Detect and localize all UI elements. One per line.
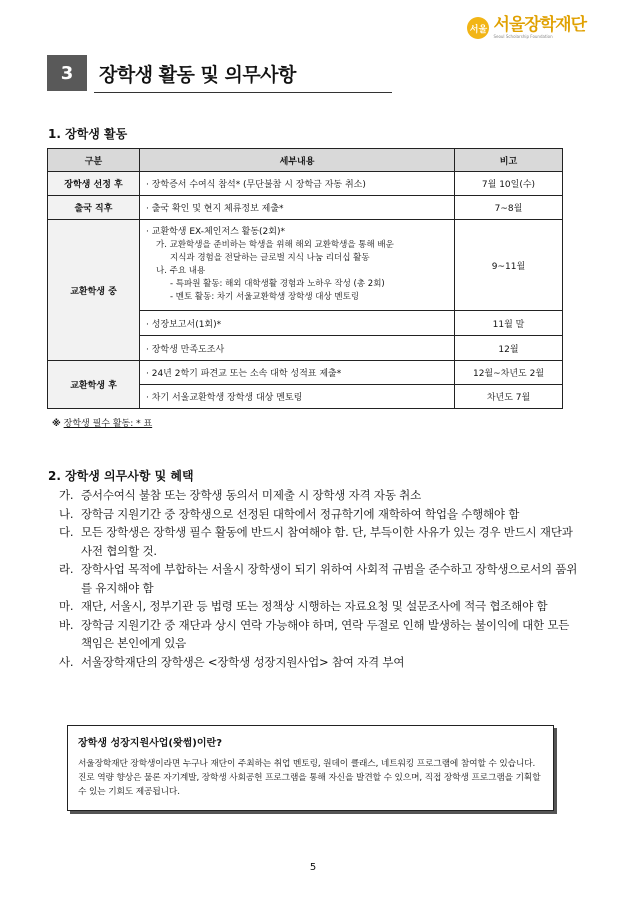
- note-cell: 7~8월: [455, 196, 563, 220]
- item-text: 장학사업 목적에 부합하는 서울시 장학생이 되기 위하여 사회적 규범을 준수하고 장학생으로서의 품위를 유지해야 함: [81, 562, 578, 595]
- phase-cell: 출국 직후: [48, 196, 140, 220]
- header-content: 세부내용: [140, 149, 455, 172]
- info-box: [67, 725, 554, 811]
- content-line: - 특파원 활동: 해외 대학생활 경험과 노하우 작성 (총 2회): [170, 279, 385, 289]
- footnote-text: 장학생 필수 활동: * 표: [63, 419, 153, 429]
- page-number: 5: [309, 862, 317, 873]
- item-marker: 라.: [59, 562, 74, 576]
- logo-subtext: Seoul Scholarship Foundation: [493, 34, 553, 39]
- note-cell: 12월~차년도 2월: [455, 361, 563, 385]
- content-line: 지식과 경험을 전달하는 글로벌 지식 나눔 리더십 활동: [170, 253, 370, 263]
- note-cell: 9~11월: [455, 220, 563, 311]
- phase-cell: 교환학생 후: [48, 361, 140, 409]
- content-cell: · 장학증서 수여식 참석* (무단불참 시 장학금 자동 취소): [140, 172, 455, 196]
- activities-table: [47, 148, 563, 409]
- table-row: [48, 196, 563, 220]
- logo-emblem-icon: 서울: [467, 17, 489, 39]
- item-marker: 나.: [59, 506, 74, 521]
- item-marker: 사.: [59, 654, 74, 669]
- item-marker: 다.: [59, 525, 74, 539]
- item-marker: 마.: [59, 599, 74, 613]
- table-footnote: [52, 416, 152, 429]
- list-item: [59, 653, 583, 672]
- header-note: 비고: [455, 149, 563, 172]
- table-row: [48, 172, 563, 196]
- list-item: [59, 560, 583, 597]
- note-cell: 차년도 7월: [455, 385, 563, 409]
- content-cell: · 장학생 만족도조사: [140, 336, 455, 361]
- note-cell: 11월 말: [455, 311, 563, 336]
- content-cell: · 차기 서울교환학생 장학생 대상 멘토링: [140, 385, 455, 409]
- activities-heading: 1. 장학생 활동: [48, 127, 128, 141]
- item-marker: 가.: [59, 488, 74, 502]
- list-item: [59, 523, 583, 560]
- content-line: 나. 주요 내용: [156, 266, 206, 276]
- phase-cell: 교환학생 중: [48, 220, 140, 361]
- section-number: 3: [47, 55, 87, 91]
- info-box-body: 서울장학재단 장학생이라면 누구나 재단이 주최하는 취업 멘토링, 원데이 클래스, 네트워킹 프로그램에 참여할 수 있습니다. 진로 역량 향상은 물론 자기계발, 장학생 사회공헌 프로그램을 통해 자신을 발견할 수 있으며, 직접 장학생 프로그램을 기획할 수 있는 기회도 제공됩니다.: [78, 759, 541, 797]
- info-box-title: 장학생 성장지원사업(왓썸)이란?: [78, 738, 223, 749]
- item-marker: 바.: [59, 617, 74, 632]
- phase-cell: 장학생 선정 후: [48, 172, 140, 196]
- section-divider: [94, 92, 392, 93]
- obligations-list: [59, 486, 583, 671]
- table-header-row: [48, 149, 563, 172]
- table-row: [48, 220, 563, 311]
- list-item: [59, 616, 583, 653]
- content-cell: · 24년 2학기 파견교 또는 소속 대학 성적표 제출*: [140, 361, 455, 385]
- note-cell: 12월: [455, 336, 563, 361]
- item-text: 장학금 지원기간 중 재단과 상시 연락 가능해야 하며, 연락 두절로 인해 발생하는 불이익에 대한 모든 책임은 본인에게 있음: [81, 617, 570, 650]
- item-text: 모든 장학생은 장학생 필수 활동에 반드시 참여해야 함. 단, 부득이한 사유가 있는 경우 반드시 재단과 사전 협의할 것.: [81, 525, 573, 558]
- content-cell: · 성장보고서(1회)*: [140, 311, 455, 336]
- item-text: 장학금 지원기간 중 장학생으로 선정된 대학에서 정규학기에 재학하여 학업을 수행해야 함: [81, 506, 520, 521]
- note-cell: 7월 10일(수): [455, 172, 563, 196]
- logo-text: 서울장학재단: [493, 15, 586, 35]
- item-text: 서울장학재단의 장학생은 <장학생 성장지원사업> 참여 자격 부여: [81, 654, 405, 669]
- obligations-heading: 2. 장학생 의무사항 및 혜택: [48, 469, 194, 483]
- section-title: 장학생 활동 및 의무사항: [99, 63, 296, 86]
- footnote-mark: ※: [52, 419, 61, 429]
- list-item: [59, 597, 583, 616]
- list-item: [59, 505, 583, 524]
- list-item: [59, 486, 583, 505]
- table-row: [48, 361, 563, 385]
- foundation-logo: [467, 16, 586, 40]
- content-cell: · 출국 확인 및 현지 체류정보 제출*: [140, 196, 455, 220]
- content-line: · 교환학생 EX-체인저스 활동(2회)*: [146, 227, 285, 237]
- content-line: - 멘토 활동: 차기 서울교환학생 장학생 대상 멘토링: [170, 292, 360, 302]
- content-cell: [140, 220, 455, 311]
- content-line: 가. 교환학생을 준비하는 학생을 위해 해외 교환학생을 통해 배운: [156, 240, 394, 250]
- item-text: 증서수여식 불참 또는 장학생 동의서 미제출 시 장학생 자격 자동 취소: [81, 488, 422, 502]
- section-heading: [47, 55, 296, 91]
- header-phase: 구분: [48, 149, 140, 172]
- item-text: 재단, 서울시, 정부기관 등 법령 또는 정책상 시행하는 자료요청 및 설문조사에 적극 협조해야 함: [81, 599, 548, 613]
